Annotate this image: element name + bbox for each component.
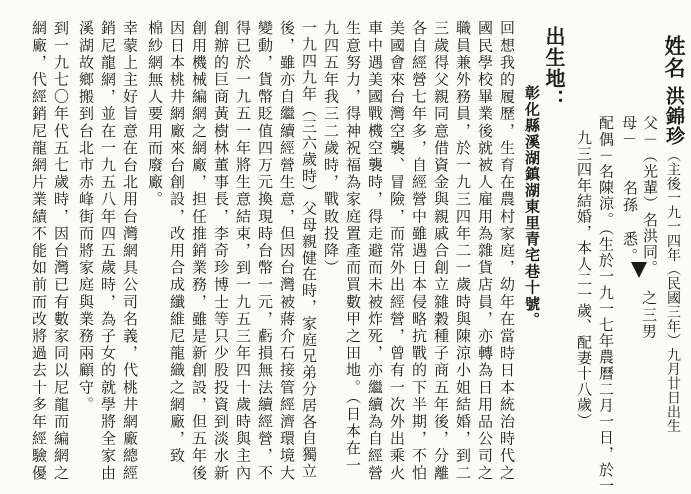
body-column: 國民學校畢業後就被人雇用為雜貨店員，亦轉為日用品公司之 [476,20,494,482]
spouse-info: 配偶－名陳涼。（生於一九一七年農曆二月一日，於一 [597,115,615,494]
body-column: 到一九七〇年代五七歲時，因台灣已有數家同以尼龍而編網之 [52,20,70,482]
name-title: 姓名 [662,35,687,79]
person-name: 洪錦珍 [663,86,685,146]
body-column: 因日本桃井網廠來台創設，改用合成纖維尼龍織之網廠，致 [168,20,186,465]
body-column: 職員兼外務員，於一九三四年二一歲時與陳涼小姐結婚，到二 [454,20,472,482]
body-column: 車中遇美國戰機空襲時，得走避而未被炸死，亦繼續為自經營 [366,20,384,482]
body-column: 創用機械編網之網廠，担任推銷業務，雖是新創設，但五年後 [190,20,208,482]
birthplace-label: 出生地： [542,26,566,110]
body-column: 得已於一九五一年將生意結束，到一九五三年四十歲時與主內 [234,20,252,482]
body-column: 一九四九年（三六歲時）父母親健在時，家庭兄弟分居各自獨立 [300,20,318,480]
body-column: 幸蒙上主好旨意在台北用台灣網具公司名義，代桃井網廠總經 [121,20,139,482]
mother-label: 母－ [620,115,638,147]
body-column: 溪湖故鄉搬到台北市赤峰街而將家庭與業務兩顧守。 [77,20,95,414]
birthplace: 彰化縣溪湖鎮湖東里青宅巷十號。 [523,85,541,328]
father-name: 父－（光輩）名洪同。 [641,115,659,276]
spouse-info-cont: 九三四年結婚，本人二一歲、配妻十八歲） [575,130,593,429]
body-column: 生意努力，得神祝福為家庭置產而買數甲之田地。（日本在一 [344,20,362,475]
body-column: 美國會來台灣空襲、冒險，而常外出經營，曾有一次外出乘火 [388,20,406,482]
body-column: 三歲得父親同意借資金與親戚合創立雜穀種子商五年後，分離 [432,20,450,482]
body-column: 各自經營七年多，自經營中雖遇日本侵略抗戰的下半期，不怕 [410,20,428,482]
body-column: 網廠，代經銷尼龍網片業績不能如前而改將過去十多年經驗優 [30,20,48,482]
body-column: 變動，貨幣貶值四万元換現時台幣一元，虧損無法續經營，不 [256,20,274,482]
body-column: 創辦的巨商黃樹林董事長，李奇珍博士等只少股投資到淡水新 [212,20,230,482]
mother-name: 名孫 悉。 [621,180,639,265]
birth-date: （主後一九一四年（民國三年）九月廿日出生 [665,148,681,433]
rank-among-children: 之三男 [640,290,658,340]
body-column: 回想我的履歷，生育在農村家庭，幼年在當時日本統治時代之 [498,20,516,482]
body-column: 棉紗網無人要用而廢廠。 [146,20,164,209]
body-column: 後，雖亦自繼續經營生意，但因台灣被蔣介石接管經濟環境大 [278,20,296,482]
body-column: 九四五年我三二歲時，戰敗投降） [322,20,340,277]
body-column: 銷尼龍網，並在一九五八年四五歲時，為子女的就學將全家由 [99,20,117,482]
